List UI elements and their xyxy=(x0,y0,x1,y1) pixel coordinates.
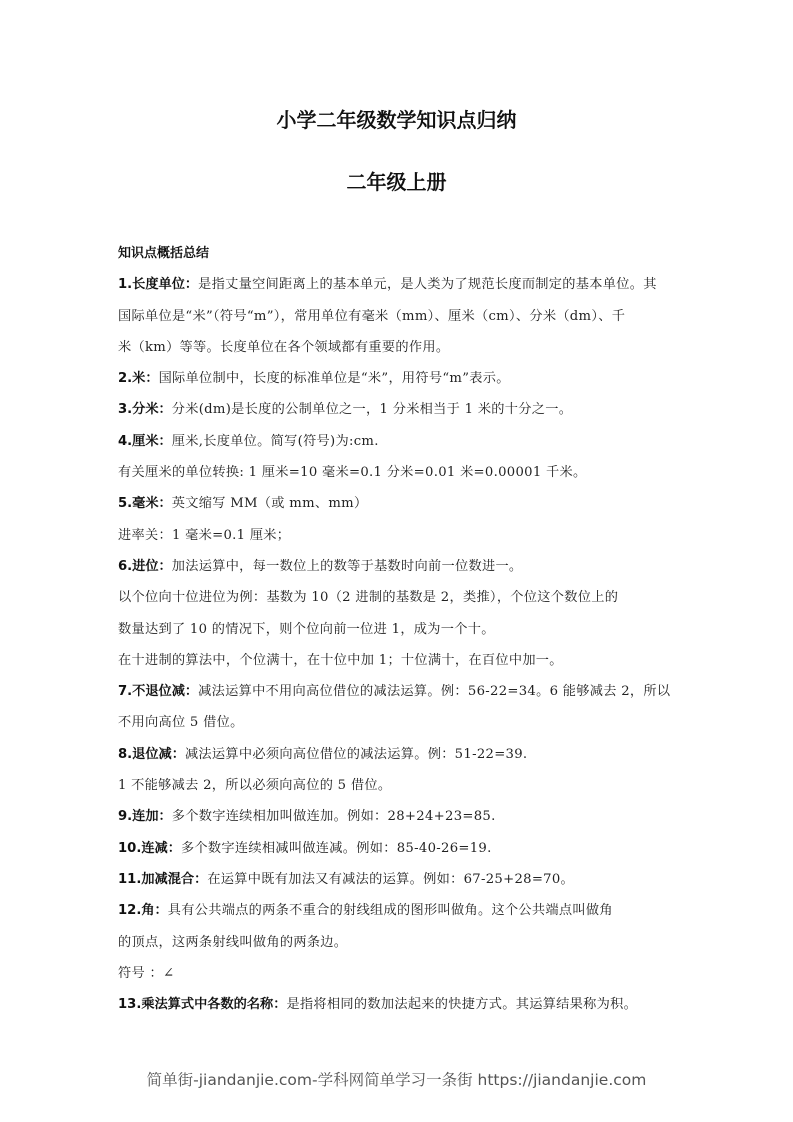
line-text: 米（km）等等。长度单位在各个领域都有重要的作用。 xyxy=(118,339,450,355)
line-19 xyxy=(118,838,678,869)
line-text: 1 不能够减去 2，所以必须向高位的 5 借位。 xyxy=(118,778,392,794)
line-text: 多个数字连续相减叫做连减。例如：85-40-26=19. xyxy=(180,840,492,856)
line-text: 进率关：1 毫米=0.1 厘米； xyxy=(118,527,291,543)
line-10 xyxy=(118,556,678,587)
line-7 xyxy=(118,462,678,493)
line-text: 国际单位是“米”（符号“m”），常用单位有毫米（mm）、厘米（cm）、分米（dm）、千 xyxy=(118,308,626,324)
line-21 xyxy=(118,900,678,931)
term: 13.乘法算式中各数的名称： xyxy=(118,997,287,1013)
line-text: 分米(dm)是长度的公制单位之一，1 分米相当于 1 米的十分之一。 xyxy=(171,402,573,418)
line-text: 减法运算中不用向高位借位的减法运算。例：56-22=34。6 能够减去 2，所以 xyxy=(198,684,671,700)
line-2 xyxy=(118,306,678,337)
document-subtitle: 二年级上册 xyxy=(346,170,447,194)
term: 5.毫米： xyxy=(118,496,172,512)
line-text: 减法运算中必须向高位借位的减法运算。例：51-22=39. xyxy=(184,746,528,762)
line-text: 加法运算中，每一数位上的数等于基数时向前一位数进一。 xyxy=(171,558,523,574)
line-text: 有关厘米的单位转换: 1 厘米=10 毫米=0.1 分米=0.01 米=0.00001 千米。 xyxy=(118,465,587,481)
line-24 xyxy=(118,994,678,1025)
line-6 xyxy=(118,431,678,462)
section-heading-text: 知识点概括总结 xyxy=(118,246,210,261)
term: 4.厘米： xyxy=(118,433,172,449)
document-body xyxy=(118,243,678,1025)
line-1 xyxy=(118,274,678,305)
line-text: 国际单位制中，长度的标准单位是“米”，用符号“m”表示。 xyxy=(158,371,510,387)
line-text: 英文缩写 MM（或 mm、mm） xyxy=(171,496,368,512)
term: 11.加减混合： xyxy=(118,871,208,887)
line-text: 多个数字连续相加叫做连加。例如：28+24+23=85. xyxy=(171,809,496,825)
term: 10.连减： xyxy=(118,840,181,856)
line-14 xyxy=(118,681,678,712)
line-23 xyxy=(118,963,678,994)
line-text: 具有公共端点的两条不重合的射线组成的图形叫做角。这个公共端点叫做角 xyxy=(167,903,613,919)
line-4 xyxy=(118,368,678,399)
term: 8.退位减： xyxy=(118,746,185,762)
line-text: 在运算中既有加法又有减法的运算。例如：67-25+28=70。 xyxy=(207,871,575,887)
line-3 xyxy=(118,337,678,368)
term: 6.进位： xyxy=(118,558,172,574)
angle-symbol-line: 符号 ：∠ xyxy=(118,965,175,981)
line-16 xyxy=(118,744,678,775)
line-9 xyxy=(118,525,678,556)
line-8 xyxy=(118,493,678,524)
line-13 xyxy=(118,650,678,681)
term: 3.分米： xyxy=(118,402,172,418)
term: 7.不退位减： xyxy=(118,684,199,700)
line-18 xyxy=(118,806,678,837)
line-22 xyxy=(118,932,678,963)
line-text: 是指丈量空间距离上的基本单元，是人类为了规范长度而制定的基本单位。其 xyxy=(198,277,657,293)
term: 1.长度单位： xyxy=(118,277,199,293)
term: 2.米： xyxy=(118,371,159,387)
line-17 xyxy=(118,775,678,806)
footer-watermark: 简单街-jiandanjie.com-学科网简单学习一条街 https://jiandanjie.com xyxy=(146,1071,647,1089)
term: 9.连加： xyxy=(118,809,172,825)
term: 12.角： xyxy=(118,903,168,919)
line-text: 厘米,长度单位。简写(符号)为:cm. xyxy=(171,433,379,449)
line-11 xyxy=(118,587,678,618)
line-15 xyxy=(118,712,678,743)
section-heading xyxy=(118,243,678,274)
line-text: 数量达到了 10 的情况下，则个位向前一位进 1，成为一个十。 xyxy=(118,621,495,637)
line-5 xyxy=(118,399,678,430)
line-text: 以个位向十位进位为例：基数为 10（2 进制的基数是 2，类推），个位这个数位上的 xyxy=(118,590,619,606)
line-12 xyxy=(118,619,678,650)
line-text: 是指将相同的数加法起来的快捷方式。其运算结果称为积。 xyxy=(286,997,638,1013)
line-20 xyxy=(118,869,678,900)
line-text: 在十进制的算法中，个位满十，在十位中加 1；十位满十，在百位中加一。 xyxy=(118,652,563,668)
line-text: 不用向高位 5 借位。 xyxy=(118,715,244,731)
document-title: 小学二年级数学知识点归纳 xyxy=(276,108,517,132)
line-text: 的顶点，这两条射线叫做角的两条边。 xyxy=(118,934,348,950)
